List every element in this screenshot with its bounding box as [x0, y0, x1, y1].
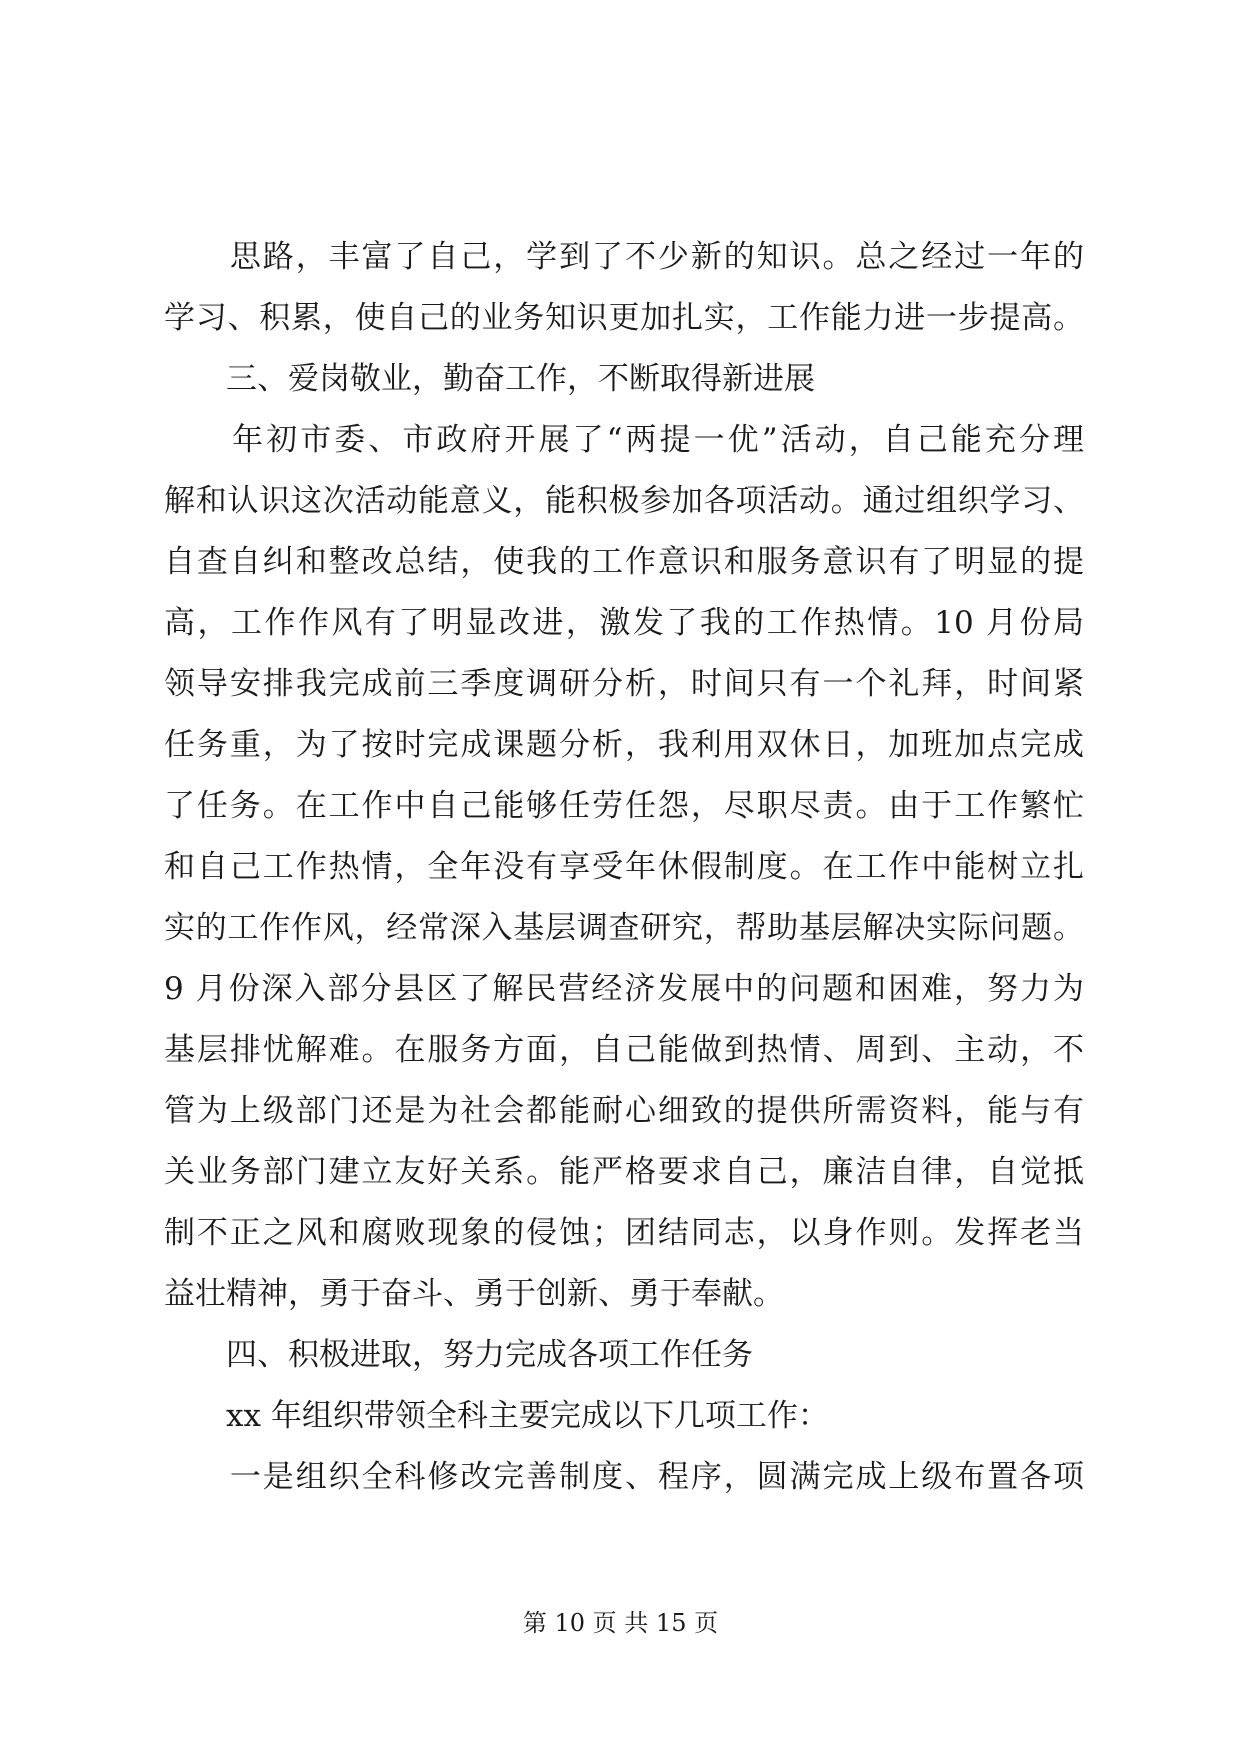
text-line: 年初市委、市政府开展了“两提一优”活动，自己能充分理 [164, 422, 1084, 458]
text-line: xx 年组织带领全科主要完成以下几项工作： [164, 1398, 829, 1434]
text-line: 解和认识这次活动能意义，能积极参加各项活动。通过组织学习、 [164, 483, 1084, 519]
section-heading: 三、爱岗敬业，勤奋工作，不断取得新进展 [164, 361, 815, 397]
text-line: 9 月份深入部分县区了解民营经济发展中的问题和困难，努力为 [164, 971, 1084, 1007]
text-line: 思路，丰富了自己，学到了不少新的知识。总之经过一年的 [164, 239, 1084, 275]
text-line: 实的工作作风，经常深入基层调查研究，帮助基层解决实际问题。 [164, 910, 1084, 946]
text-line: 益壮精神，勇于奋斗、勇于创新、勇于奉献。 [164, 1276, 784, 1312]
text-line: 关业务部门建立友好关系。能严格要求自己，廉洁自律，自觉抵 [164, 1154, 1084, 1190]
section-heading: 四、积极进取，努力完成各项工作任务 [164, 1337, 753, 1373]
text-line: 自查自纠和整改总结，使我的工作意识和服务意识有了明显的提 [164, 544, 1084, 580]
text-line: 任务重，为了按时完成课题分析，我利用双休日，加班加点完成 [164, 727, 1084, 763]
text-line: 制不正之风和腐败现象的侵蚀；团结同志，以身作则。发挥老当 [164, 1215, 1084, 1251]
text-line: 管为上级部门还是为社会都能耐心细致的提供所需资料，能与有 [164, 1093, 1084, 1129]
text-line: 领导安排我完成前三季度调研分析，时间只有一个礼拜，时间紧 [164, 666, 1084, 702]
text-line: 学习、积累，使自己的业务知识更加扎实，工作能力进一步提高。 [164, 300, 1084, 336]
page-number-footer: 第 10 页 共 15 页 [522, 1609, 719, 1637]
text-line: 了任务。在工作中自己能够任劳任怨，尽职尽责。由于工作繁忙 [164, 788, 1084, 824]
text-line: 和自己工作热情，全年没有享受年休假制度。在工作中能树立扎 [164, 849, 1084, 885]
text-line: 一是组织全科修改完善制度、程序，圆满完成上级布置各项 [164, 1459, 1084, 1495]
text-line: 高，工作作风有了明显改进，激发了我的工作热情。10 月份局 [164, 605, 1084, 641]
text-line: 基层排忧解难。在服务方面，自己能做到热情、周到、主动，不 [164, 1032, 1084, 1068]
document-body [164, 227, 1084, 1508]
